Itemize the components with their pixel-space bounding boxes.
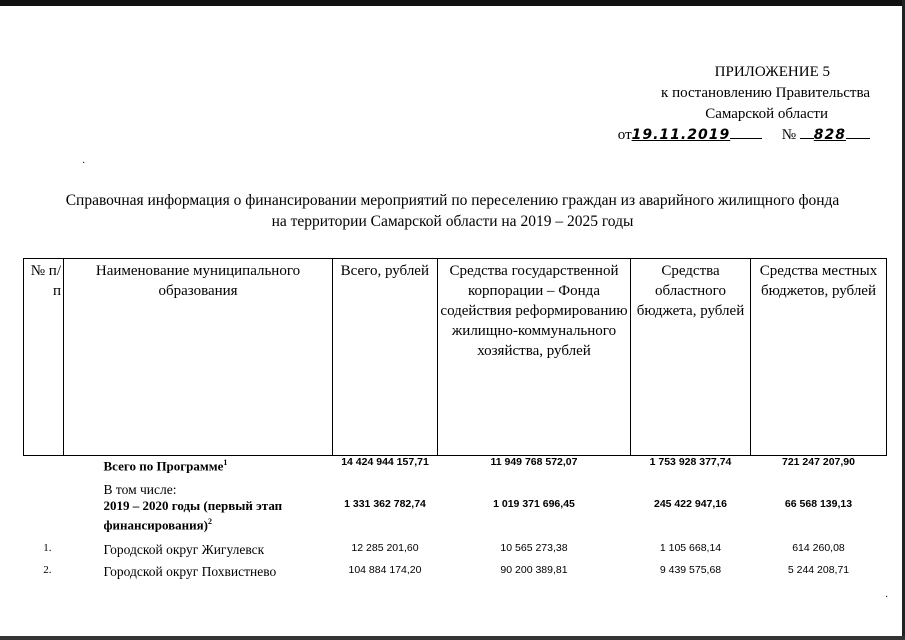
- scan-top-border: [0, 0, 905, 6]
- header-name: Наименование муниципального образования: [64, 259, 333, 456]
- scan-speck: ·: [82, 158, 86, 169]
- stage1-row: [24, 480, 887, 542]
- appendix-title: ПРИЛОЖЕНИЕ 5: [714, 64, 830, 80]
- program-total-sum: 14 424 944 157,71: [341, 456, 429, 468]
- stage1-fund: 1 019 371 696,45: [493, 497, 575, 510]
- row-num: 2.: [43, 563, 52, 576]
- stage1-regional: 245 422 947,16: [654, 497, 727, 510]
- program-total-fund: 11 949 768 572,07: [490, 456, 578, 468]
- row-num: 1.: [43, 541, 52, 554]
- header-fund: Средства государственной корпорации – Фонда содействия реформированию жилищно-коммунального хозяйства, рублей: [438, 259, 631, 456]
- stage1-label: В том числе: 2019 – 2020 годы (первый этап финансирования)$^2$: [103, 481, 283, 532]
- header-regional: Средства областного бюджета, рублей: [631, 259, 751, 456]
- row-name: Городской округ Жигулевск: [103, 541, 265, 557]
- program-total-label: Всего по Программе$^1$: [103, 458, 228, 474]
- stage1-total: 1 331 362 782,74: [344, 497, 426, 510]
- header-num: № п/п: [24, 259, 64, 456]
- document-title: [30, 190, 875, 232]
- number-underline-right: [846, 138, 870, 139]
- scan-speck: ·: [885, 592, 889, 603]
- row-regional: 9 439 575,68: [659, 563, 722, 576]
- header-total: Всего, рублей: [333, 259, 438, 456]
- program-total-local: 721 247 207,90: [782, 456, 855, 468]
- handwritten-date: 19.11.2019: [631, 127, 731, 143]
- title-line-1: Справочная информация о финансировании мероприятий по переселению граждан из аварийного жилищного фонда: [65, 192, 840, 209]
- date-prefix: от: [617, 127, 632, 143]
- appendix-date-line: [600, 125, 870, 146]
- handwritten-number: 828: [813, 127, 846, 143]
- number-underline-left: [800, 138, 814, 139]
- row-local: 5 244 208,71: [787, 563, 850, 576]
- row-fund: 10 565 273,38: [500, 541, 568, 554]
- stage1-local: 66 568 139,13: [784, 497, 853, 510]
- table-row: [24, 564, 887, 586]
- date-underline: [730, 138, 762, 139]
- financing-table: [23, 258, 887, 586]
- table-row: [24, 542, 887, 564]
- header-local: Средства местных бюджетов, рублей: [751, 259, 887, 456]
- scan-bottom-border: [0, 636, 905, 640]
- row-total: 104 884 174,20: [348, 563, 422, 576]
- appendix-region: Самарской области: [705, 106, 828, 122]
- row-total: 12 285 201,60: [351, 541, 419, 554]
- row-name: Городской округ Похвистнево: [103, 563, 277, 579]
- row-local: 614 260,08: [792, 541, 845, 554]
- program-total-row: [24, 456, 887, 480]
- table-header-row: [24, 259, 887, 456]
- program-total-regional: 1 753 928 377,74: [649, 456, 732, 468]
- row-fund: 90 200 389,81: [500, 563, 568, 576]
- appendix-decree: к постановлению Правительства: [661, 85, 870, 101]
- row-regional: 1 105 668,14: [659, 541, 722, 554]
- title-line-2: на территории Самарской области на 2019 – 2025 годы: [271, 213, 634, 230]
- number-prefix: №: [781, 127, 797, 143]
- appendix-block: [600, 62, 870, 146]
